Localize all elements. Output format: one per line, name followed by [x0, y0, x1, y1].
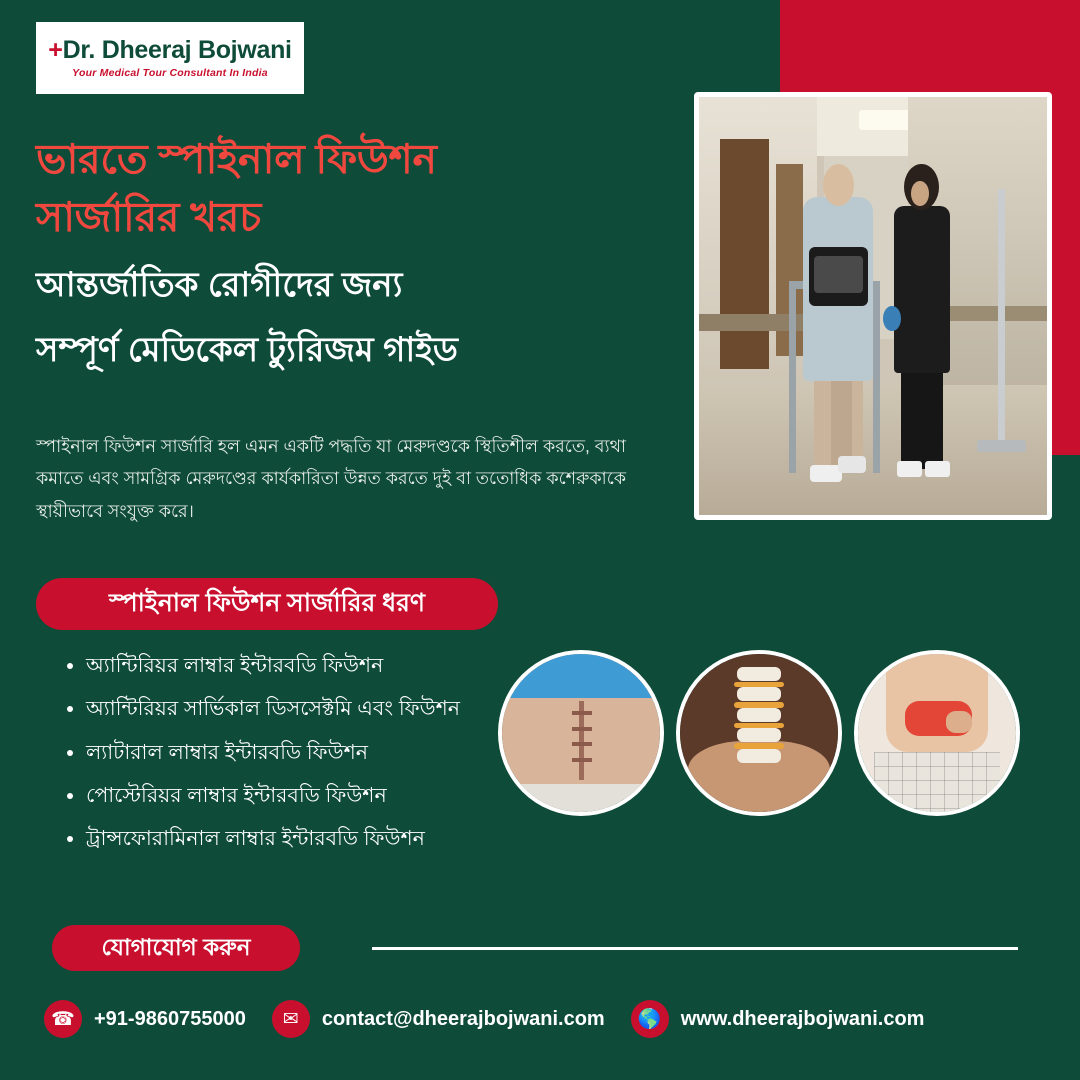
vertebra	[737, 667, 781, 681]
brand-logo	[36, 22, 304, 94]
nurse-legs	[901, 365, 943, 470]
stitch-mark	[572, 727, 593, 731]
intro-paragraph: স্পাইনাল ফিউশন সার্জারি হল এমন একটি পদ্ধতি যা মেরুদণ্ডকে স্থিতিশীল করতে, ব্যথা কমাতে এবং সামগ্রিক মেরুদণ্ডের কার্যকারিতা উন্নত করতে দুই বা ততোধিক কশেরুকাকে স্থায়ীভাবে সংযুক্ত করে।	[36, 436, 626, 521]
logo-name	[48, 37, 291, 63]
list-item: • অ্যান্টিরিয়র সার্ভিকাল ডিসসেক্টমি এবং ফিউশন	[86, 691, 490, 726]
corridor-door	[720, 139, 769, 369]
stitch-mark	[572, 711, 593, 715]
phone-icon: ☎	[44, 1000, 82, 1038]
hand-on-back	[946, 711, 971, 733]
vertebra	[737, 728, 781, 742]
globe-icon: 🌎	[631, 1000, 669, 1038]
nurse-shoe-left	[897, 461, 921, 478]
headline-line-2: সার্জারির খরচ	[36, 194, 261, 241]
vertebra	[737, 687, 781, 701]
nurse-shoe-right	[925, 461, 949, 478]
patient-shoe-right	[838, 456, 866, 473]
circle-image-incision	[498, 650, 664, 816]
logo-tagline: Your Medical Tour Consultant In India	[72, 66, 268, 79]
nurse-glove	[883, 306, 900, 331]
nurse-face	[911, 181, 928, 206]
list-item: • ট্রান্সফোরামিনাল লাম্বার ইন্টারবডি ফিউশন	[86, 821, 490, 856]
logo-name-text: Dr. Dheeraj Bojwani	[62, 36, 292, 65]
patient-shoe-left	[810, 465, 841, 482]
trousers-pattern	[874, 752, 1000, 812]
contact-heading-pill: যোগাযোগ করুন	[52, 925, 300, 971]
list-item: • পোস্টেরিয়র লাম্বার ইন্টারবডি ফিউশন	[86, 778, 490, 813]
vertebra	[737, 749, 781, 763]
list-item: • ল্যাটারাল লাম্বার ইন্টারবডি ফিউশন	[86, 735, 490, 770]
types-heading-pill: স্পাইনাল ফিউশন সার্জারির ধরণ	[36, 578, 498, 630]
types-list	[60, 648, 490, 864]
walker-frame-left	[789, 281, 796, 473]
lower-drape	[502, 784, 660, 812]
subheadline-line-2: সম্পূর্ণ মেডিকেল ট্যুরিজম গাইড	[36, 330, 458, 369]
stitch-mark	[572, 758, 593, 762]
handrail-left	[699, 314, 817, 331]
contact-phone[interactable]	[44, 1000, 246, 1038]
contact-email[interactable]	[272, 1000, 605, 1038]
iv-pole-base	[977, 440, 1026, 453]
patient-head	[823, 164, 854, 206]
hero-image-scene	[699, 97, 1047, 515]
footer-divider	[372, 947, 1018, 950]
footer-contact-bar	[44, 1000, 1044, 1038]
nurse-body	[894, 206, 950, 373]
envelope-icon: ✉	[272, 1000, 310, 1038]
patient-back-brace-pad	[814, 256, 863, 294]
headline-block	[36, 130, 656, 375]
circle-image-row	[498, 640, 1058, 840]
circle-image-spine-model	[676, 650, 842, 816]
contact-website[interactable]	[631, 1000, 925, 1038]
headline-line-1: ভারতে স্পাইনাল ফিউশন	[36, 136, 437, 182]
circle-image-back-pain	[854, 650, 1020, 816]
subheadline-line-1: আন্তর্জাতিক রোগীদের জন্য	[36, 266, 403, 305]
website-url: www.dheerajbojwani.com	[680, 1007, 925, 1030]
stitch-mark	[572, 742, 593, 746]
list-item: • অ্যান্টিরিয়র লাম্বার ইন্টারবডি ফিউশন	[86, 648, 490, 683]
intervertebral-disc	[734, 702, 785, 708]
vertebra	[737, 708, 781, 722]
phone-number: +91-9860755000	[94, 1007, 246, 1030]
walker-frame-right	[873, 281, 880, 473]
intervertebral-disc	[734, 743, 785, 749]
iv-pole	[998, 189, 1005, 448]
blue-drape	[502, 654, 660, 698]
hero-image	[694, 92, 1052, 520]
logo-plus-icon: +	[48, 36, 63, 65]
email-address: contact@dheerajbojwani.com	[321, 1007, 605, 1030]
ceiling-light	[859, 110, 915, 131]
